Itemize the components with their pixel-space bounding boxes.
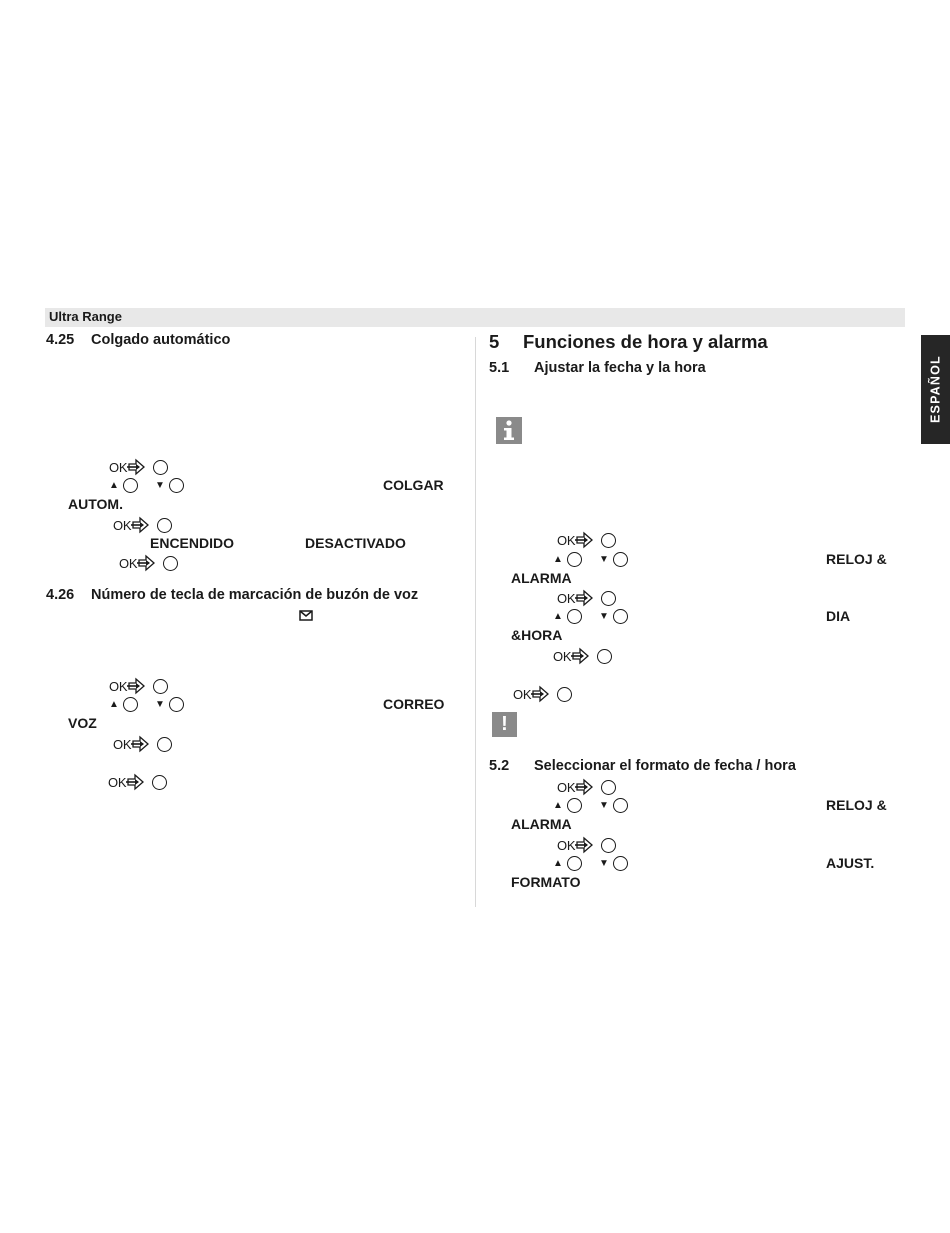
- nav-keys-row: [109, 476, 184, 494]
- key-circle-icon: [157, 518, 172, 533]
- key-circle-icon: [567, 856, 582, 871]
- ok-key-label: OK: [109, 459, 128, 475]
- menu-name-continued: VOZ: [68, 715, 97, 731]
- up-arrow-icon: ▲: [553, 610, 563, 622]
- ok-key-row: [513, 685, 572, 703]
- key-circle-icon: [613, 856, 628, 871]
- ok-key-row: [113, 516, 172, 534]
- key-circle-icon: [601, 838, 616, 853]
- key-circle-icon: [557, 687, 572, 702]
- ok-key-label: OK: [513, 686, 532, 702]
- key-circle-icon: [123, 478, 138, 493]
- nav-keys-row: [553, 550, 628, 568]
- ok-key-label: OK: [557, 837, 576, 853]
- key-circle-icon: [597, 649, 612, 664]
- chapter-number: 5: [489, 331, 500, 352]
- ok-key-label: OK: [557, 590, 576, 606]
- ok-key-row: [119, 554, 178, 572]
- key-circle-icon: [152, 775, 167, 790]
- ok-key-label: OK: [108, 774, 127, 790]
- section-title: Ajustar la fecha y la hora: [534, 360, 706, 376]
- submenu-name: DIA: [826, 608, 851, 624]
- up-arrow-icon: ▲: [553, 553, 563, 565]
- menu-name: RELOJ &: [826, 551, 887, 567]
- section-number: 4.26: [46, 587, 75, 603]
- enter-arrow-icon: [575, 589, 595, 607]
- column-divider: [475, 337, 476, 907]
- ok-key-row: [557, 531, 616, 549]
- key-circle-icon: [169, 478, 184, 493]
- down-arrow-icon: ▼: [599, 610, 609, 622]
- enter-arrow-icon: [131, 516, 151, 534]
- section-title: Seleccionar el formato de fecha / hora: [534, 758, 796, 774]
- mail-icon: [299, 610, 313, 621]
- language-tab-label: ESPAÑOL: [928, 355, 943, 424]
- section-4-25-heading: [46, 331, 230, 349]
- down-arrow-icon: ▼: [599, 553, 609, 565]
- enter-arrow-icon: [126, 773, 146, 791]
- warning-icon: !: [492, 712, 517, 737]
- key-circle-icon: [601, 533, 616, 548]
- ok-key-row: [557, 778, 616, 796]
- key-circle-icon: [567, 552, 582, 567]
- enter-arrow-icon: [137, 554, 157, 572]
- key-circle-icon: [153, 679, 168, 694]
- key-circle-icon: [169, 697, 184, 712]
- up-arrow-icon: ▲: [553, 857, 563, 869]
- key-circle-icon: [613, 609, 628, 624]
- chapter-5-heading: [489, 331, 768, 353]
- enter-arrow-icon: [531, 685, 551, 703]
- section-number: 5.2: [489, 758, 510, 774]
- key-circle-icon: [567, 609, 582, 624]
- section-number: 4.25: [46, 332, 75, 348]
- key-circle-icon: [157, 737, 172, 752]
- menu-name-continued: ALARMA: [511, 570, 572, 586]
- ok-key-label: OK: [553, 648, 572, 664]
- ok-key-row: [108, 773, 167, 791]
- section-4-26-heading: [46, 586, 418, 604]
- ok-key-row: [557, 836, 616, 854]
- up-arrow-icon: ▲: [553, 799, 563, 811]
- nav-keys-row: [553, 854, 628, 872]
- ok-key-label: OK: [557, 779, 576, 795]
- up-arrow-icon: ▲: [109, 479, 119, 491]
- key-circle-icon: [153, 460, 168, 475]
- option-on: ENCENDIDO: [150, 535, 235, 551]
- nav-keys-row: [553, 607, 628, 625]
- down-arrow-icon: ▼: [599, 857, 609, 869]
- section-number: 5.1: [489, 360, 510, 376]
- section-5-2-heading: [489, 757, 796, 775]
- ok-key-label: OK: [557, 532, 576, 548]
- enter-arrow-icon: [127, 458, 147, 476]
- key-circle-icon: [613, 552, 628, 567]
- menu-name-continued: ALARMA: [511, 816, 572, 832]
- submenu-name-continued: FORMATO: [511, 874, 581, 890]
- chapter-title: Funciones de hora y alarma: [523, 331, 768, 352]
- down-arrow-icon: ▼: [155, 698, 165, 710]
- menu-name: CORREO: [383, 696, 445, 712]
- ok-key-label: OK: [119, 555, 138, 571]
- ok-key-row: [553, 647, 612, 665]
- section-title: Colgado automático: [91, 332, 231, 348]
- section-title: Número de tecla de marcación de buzón de voz: [91, 587, 419, 603]
- menu-name-continued: AUTOM.: [68, 496, 123, 512]
- ok-key-row: [113, 735, 172, 753]
- info-icon: [496, 417, 522, 444]
- key-circle-icon: [601, 780, 616, 795]
- header-bar: [45, 308, 905, 327]
- down-arrow-icon: ▼: [155, 479, 165, 491]
- ok-key-row: [109, 458, 168, 476]
- enter-arrow-icon: [127, 677, 147, 695]
- ok-key-label: OK: [113, 517, 132, 533]
- key-circle-icon: [163, 556, 178, 571]
- header-title: Ultra Range: [49, 309, 122, 324]
- enter-arrow-icon: [571, 647, 591, 665]
- key-circle-icon: [601, 591, 616, 606]
- up-arrow-icon: ▲: [109, 698, 119, 710]
- key-circle-icon: [613, 798, 628, 813]
- enter-arrow-icon: [575, 531, 595, 549]
- nav-keys-row: [109, 695, 184, 713]
- menu-name: COLGAR: [383, 477, 444, 493]
- submenu-name: AJUST.: [826, 855, 875, 871]
- ok-key-label: OK: [109, 678, 128, 694]
- enter-arrow-icon: [575, 778, 595, 796]
- ok-key-row: [109, 677, 168, 695]
- down-arrow-icon: ▼: [599, 799, 609, 811]
- menu-name: RELOJ &: [826, 797, 887, 813]
- nav-keys-row: [553, 796, 628, 814]
- key-circle-icon: [567, 798, 582, 813]
- ok-key-label: OK: [113, 736, 132, 752]
- enter-arrow-icon: [131, 735, 151, 753]
- submenu-name-continued: &HORA: [511, 627, 563, 643]
- section-5-1-heading: [489, 359, 706, 377]
- option-off: DESACTIVADO: [305, 535, 406, 551]
- key-circle-icon: [123, 697, 138, 712]
- enter-arrow-icon: [575, 836, 595, 854]
- ok-key-row: [557, 589, 616, 607]
